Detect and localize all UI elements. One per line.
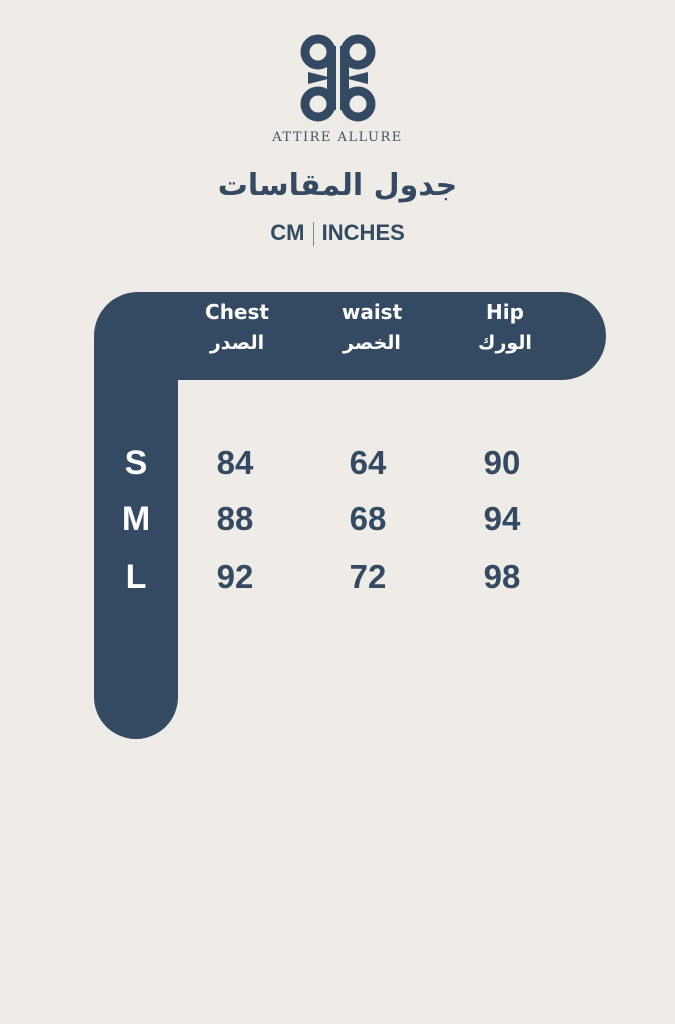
- column-header-waist: [312, 298, 432, 360]
- unit-labels: [0, 220, 675, 246]
- brand-logo: [0, 28, 675, 128]
- cell-s-chest: 84: [216, 444, 254, 481]
- cell-l-waist: 72: [349, 558, 387, 595]
- column-header-en: waist: [341, 300, 403, 324]
- column-header-ar: الصدر: [209, 332, 265, 354]
- column-header-hip: [445, 298, 565, 360]
- column-header-chest: [177, 298, 297, 360]
- cell-m-hip: 94: [483, 500, 521, 537]
- unit-separator: [313, 222, 314, 246]
- brand-name: ATTIRE ALLURE: [272, 130, 403, 145]
- table-size-band: [94, 340, 178, 739]
- column-header-en: Hip: [486, 300, 524, 324]
- unit-inches: INCHES: [321, 220, 405, 245]
- size-label-m: M: [121, 500, 151, 538]
- cell-m-chest: 88: [216, 500, 254, 537]
- aa-monogram-icon: [288, 28, 388, 128]
- cell-l-chest: 92: [216, 558, 254, 595]
- cell-s-waist: 64: [349, 444, 387, 481]
- column-header-ar: الخصر: [343, 332, 401, 354]
- size-label-l: L: [125, 558, 147, 596]
- size-label-s: S: [124, 444, 148, 482]
- cell-m-waist: 68: [349, 500, 387, 537]
- unit-cm: CM: [270, 220, 305, 245]
- column-header-ar: الورك: [478, 332, 532, 354]
- cell-l-hip: 98: [483, 558, 521, 595]
- page-title: جدول المقاسات: [217, 168, 458, 203]
- column-header-en: Chest: [205, 300, 269, 324]
- cell-s-hip: 90: [483, 444, 521, 481]
